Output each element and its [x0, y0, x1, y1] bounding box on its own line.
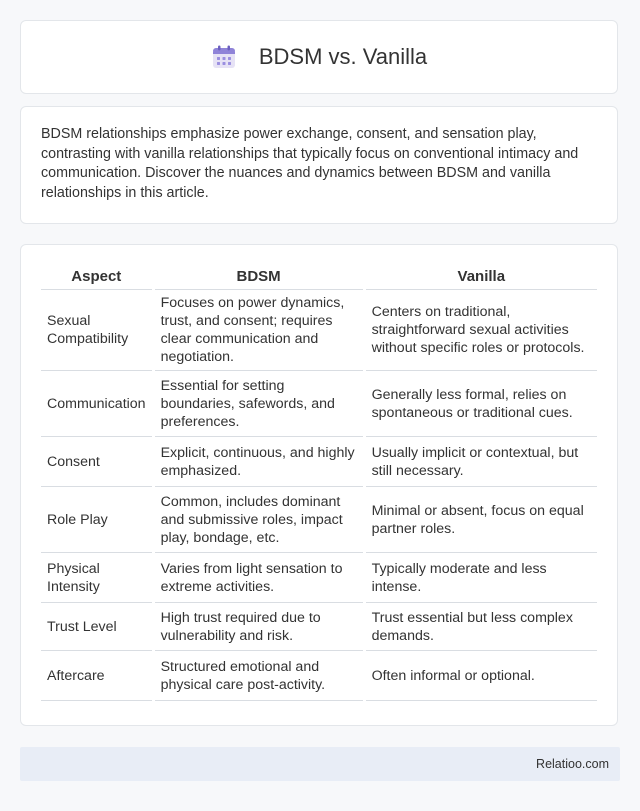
- bdsm-cell: Focuses on power dynamics, trust, and consent; requires clear communication and negotiation.: [155, 290, 363, 371]
- footer-site-link[interactable]: Relatioo.com: [536, 757, 609, 771]
- bdsm-cell: Common, includes dominant and submissive roles, impact play, bondage, etc.: [155, 487, 363, 553]
- title-wrap: [211, 44, 427, 70]
- comparison-table: [38, 263, 600, 701]
- bdsm-cell: Essential for setting boundaries, safewords, and preferences.: [155, 371, 363, 437]
- comparison-table-card: [20, 244, 618, 726]
- vanilla-cell: Generally less formal, relies on spontaneous or traditional cues.: [366, 371, 597, 437]
- table-row: [41, 437, 597, 487]
- bdsm-cell: Explicit, continuous, and highly emphasized.: [155, 437, 363, 487]
- column-header-bdsm: BDSM: [155, 263, 363, 290]
- header-card: [20, 20, 618, 94]
- vanilla-cell: Trust essential but less complex demands.: [366, 603, 597, 651]
- table-row: [41, 603, 597, 651]
- bdsm-cell: High trust required due to vulnerability and risk.: [155, 603, 363, 651]
- calendar-icon: [211, 44, 237, 70]
- vanilla-cell: Usually implicit or contextual, but still necessary.: [366, 437, 597, 487]
- table-row: [41, 651, 597, 701]
- vanilla-cell: Often informal or optional.: [366, 651, 597, 701]
- page-title: BDSM vs. Vanilla: [258, 44, 428, 69]
- column-header-aspect: Aspect: [41, 263, 152, 290]
- aspect-cell: Physical Intensity: [41, 553, 152, 603]
- vanilla-cell: Typically moderate and less intense.: [366, 553, 597, 603]
- table-row: [41, 371, 597, 437]
- aspect-cell: Role Play: [41, 487, 152, 553]
- table-row: [41, 290, 597, 371]
- aspect-cell: Communication: [41, 371, 152, 437]
- aspect-cell: Trust Level: [41, 603, 152, 651]
- bdsm-cell: Varies from light sensation to extreme activities.: [155, 553, 363, 603]
- aspect-cell: Consent: [41, 437, 152, 487]
- bdsm-cell: Structured emotional and physical care post-activity.: [155, 651, 363, 701]
- vanilla-cell: Centers on traditional, straightforward sexual activities without specific roles or protocols.: [366, 290, 597, 371]
- aspect-cell: Sexual Compatibility: [41, 290, 152, 371]
- table-row: [41, 553, 597, 603]
- aspect-cell: Aftercare: [41, 651, 152, 701]
- footer: [20, 747, 620, 781]
- intro-paragraph: BDSM relationships emphasize power exchange, consent, and sensation play, contrasting with vanilla relationships that typically focus on conventional intimacy and communication. Discover the nuances and dynamics between BDSM and vanilla relationships in this article.: [41, 126, 579, 201]
- table-header-row: [41, 263, 597, 290]
- intro-card: [20, 106, 618, 224]
- vanilla-cell: Minimal or absent, focus on equal partner roles.: [366, 487, 597, 553]
- column-header-vanilla: Vanilla: [366, 263, 597, 290]
- table-row: [41, 487, 597, 553]
